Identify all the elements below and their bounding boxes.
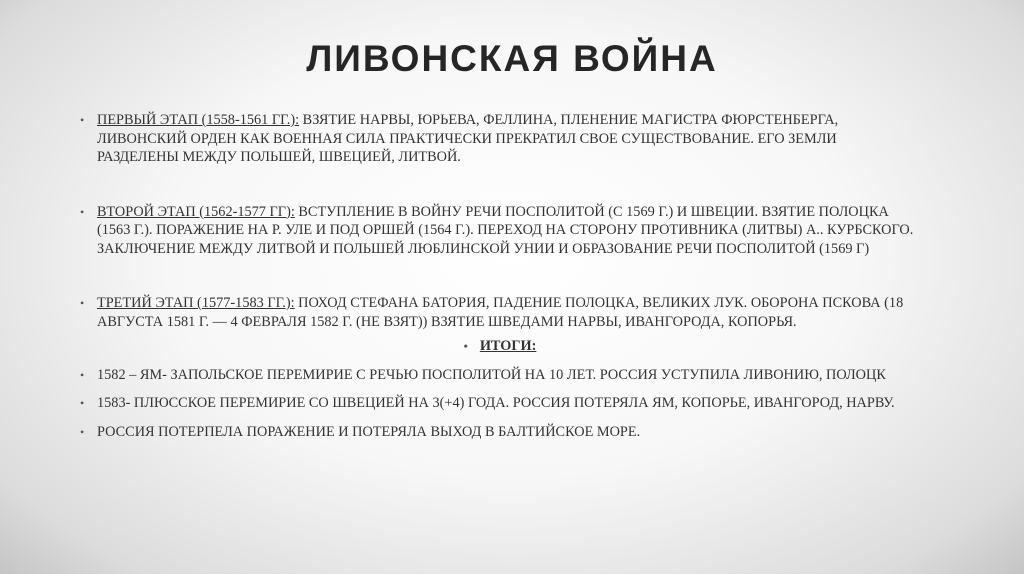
stage-2-text: ВСТУПЛЕНИЕ В ВОЙНУ РЕЧИ ПОСПОЛИТОЙ (С 1569 Г.) И ШВЕЦИИ. ВЗЯТИЕ ПОЛОЦКА (1563 Г.). ПОРАЖЕНИЕ НА Р. УЛЕ И ПОД ОРШЕЙ (1564 Г.). ПЕРЕХОД НА СТОРОНУ ПРОТИВНИКА (ЛИТВЫ) А.. КУРБСКОГО. ЗАКЛЮЧЕНИЕ МЕЖДУ ЛИТВОЙ И ПОЛЬШЕЙ ЛЮБЛИНСКОЙ УНИИ И ОБРАЗОВАНИЕ РЕЧИ ПОСПОЛИТОЙ (1569 Г)	[97, 203, 914, 257]
stage-2-item	[80, 203, 920, 259]
stage-1-item	[80, 111, 920, 167]
stage-2-label: ВТОРОЙ ЭТАП (1562-1577 ГГ):	[97, 203, 295, 220]
stage-1-text: ВЗЯТИЕ НАРВЫ, ЮРЬЕВА, ФЕЛЛИНА, ПЛЕНЕНИЕ МАГИСТРА ФЮРСТЕНБЕРГА, ЛИВОНСКИЙ ОРДЕН КАК ВОЕННАЯ СИЛА ПРАКТИЧЕСКИ ПРЕКРАТИЛ СВОЕ СУЩЕСТВОВАНИЕ. ЕГО ЗЕМЛИ РАЗДЕЛЕНЫ МЕЖДУ ПОЛЬШЕЙ, ШВЕЦИЕЙ, ЛИТВОЙ.	[97, 112, 839, 165]
results-heading-text: ИТОГИ:	[479, 338, 537, 354]
result-item: • 1583- ПЛЮССКОЕ ПЕРЕМИРИЕ СО ШВЕЦИЕЙ НА 3(+4) ГОДА. РОССИЯ ПОТЕРЯЛА ЯМ, КОПОРЬЕ, ИВАНГОРОД, НАРВУ.	[80, 394, 920, 413]
slide-content	[80, 111, 920, 451]
stage-3-label: ТРЕТИЙ ЭТАП (1577-1583 ГГ.):	[97, 295, 295, 311]
slide-title: ЛИВОНСКАЯ ВОЙНА	[306, 38, 718, 79]
stage-1-label: ПЕРВЫЙ ЭТАП (1558-1561 ГГ.):	[97, 112, 300, 128]
stage-3-item	[80, 294, 920, 331]
result-item: • 1582 – ЯМ- ЗАПОЛЬСКОЕ ПЕРЕМИРИЕ С РЕЧЬЮ ПОСПОЛИТОЙ НА 10 ЛЕТ. РОССИЯ УСТУПИЛА ЛИВОНИЮ, ПОЛОЦК	[80, 366, 920, 385]
results-heading	[80, 337, 920, 356]
result-item: • РОССИЯ ПОТЕРПЕЛА ПОРАЖЕНИЕ И ПОТЕРЯЛА ВЫХОД В БАЛТИЙСКОЕ МОРЕ.	[80, 423, 920, 442]
stage-3-text: ПОХОД СТЕФАНА БАТОРИЯ, ПАДЕНИЕ ПОЛОЦКА, ВЕЛИКИХ ЛУК. ОБОРОНА ПСКОВА (18 АВГУСТА 1581 Г. — 4 ФЕВРАЛЯ 1582 Г. (НЕ ВЗЯТ)) ВЗЯТИЕ ШВЕДАМИ НАРВЫ, ИВАНГОРОДА, КОПОРЬЯ.	[97, 295, 904, 330]
